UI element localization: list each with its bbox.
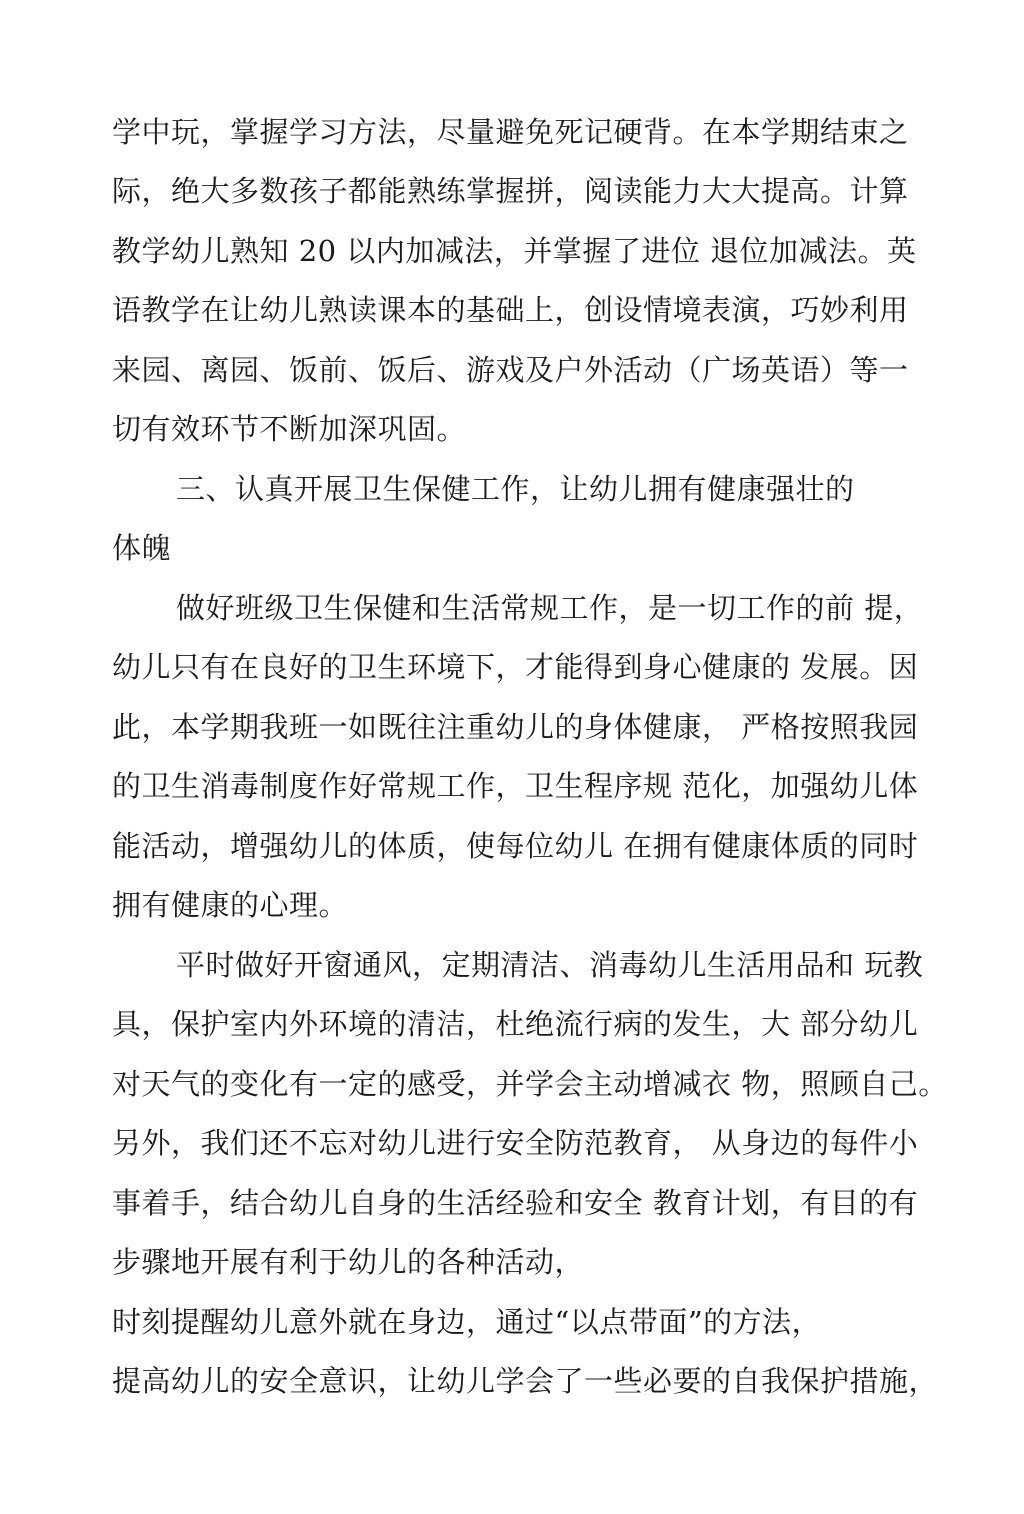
text-line: 能活动，增强幼儿的体质，使每位幼儿 在拥有健康体质的同时 bbox=[112, 829, 919, 863]
text-line: 步骤地开展有利于幼儿的各种活动， bbox=[112, 1245, 585, 1279]
text-line: 时刻提醒幼儿意外就在身边，通过“以点带面”的方法， bbox=[112, 1305, 822, 1339]
text-line: 来园、离园、饭前、饭后、游戏及户外活动（广场英语）等一 bbox=[112, 353, 909, 387]
text-line: 提高幼儿的安全意识，让幼儿学会了一些必要的自我保护措施， bbox=[112, 1364, 939, 1398]
text-line: 学中玩，掌握学习方法，尽量避免死记硬背。在本学期结束之 bbox=[112, 115, 909, 149]
text-line: 教学幼儿熟知 20 以内加减法，并掌握了进位 退位加减法。英 bbox=[112, 234, 917, 268]
text-line: 具，保护室内外环境的清洁，杜绝流行病的发生，大 部分幼儿 bbox=[112, 1007, 919, 1041]
text-line: 事着手，结合幼儿自身的生活经验和安全 教育计划，有目的有 bbox=[112, 1186, 919, 1220]
text-line: 切有效环节不断加深巩固。 bbox=[112, 412, 467, 446]
text-line: 对天气的变化有一定的感受，并学会主动增减衣 物，照顾自己。 bbox=[112, 1067, 948, 1101]
section-heading-continued: 体魄 bbox=[112, 531, 172, 565]
text-line: 此，本学期我班一如既往注重幼儿的身体健康， 严格按照我园 bbox=[112, 710, 919, 744]
text-line: 做好班级卫生保健和生活常规工作，是一切工作的前 提， bbox=[176, 591, 924, 625]
text-line: 际，绝大多数孩子都能熟练掌握拼，阅读能力大大提高。计算 bbox=[112, 174, 909, 208]
text-line: 语教学在让幼儿熟读课本的基础上，创设情境表演，巧妙利用 bbox=[112, 293, 909, 327]
text-line: 幼儿只有在良好的卫生环境下，才能得到身心健康的 发展。因 bbox=[112, 650, 919, 684]
section-heading: 三、认真开展卫生保健工作，让幼儿拥有健康强壮的 bbox=[176, 472, 855, 506]
text-line: 拥有健康的心理。 bbox=[112, 888, 349, 922]
text-line: 另外，我们还不忘对幼儿进行安全防范教育， 从身边的每件小 bbox=[112, 1126, 919, 1160]
text-line: 的卫生消毒制度作好常规工作，卫生程序规 范化，加强幼儿体 bbox=[112, 769, 919, 803]
text-line: 平时做好开窗通风，定期清洁、消毒幼儿生活用品和 玩教 bbox=[176, 948, 924, 982]
